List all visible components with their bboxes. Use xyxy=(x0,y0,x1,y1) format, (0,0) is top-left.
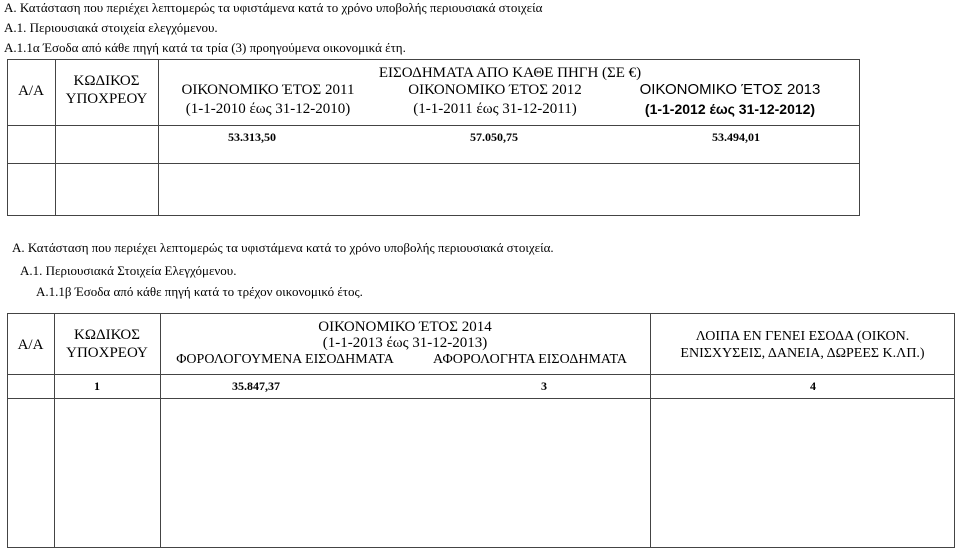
table1-year2-range: (1-1-2011 έως 31-12-2011) xyxy=(413,101,577,117)
table1-value-2011: 53.313,50 xyxy=(228,130,276,144)
table1-year3-range: (1-1-2012 έως 31-12-2012) xyxy=(644,101,816,117)
table1-header-aa: Α/Α xyxy=(18,83,44,99)
table2-cell-other: 4 xyxy=(810,379,816,393)
table1-year1-title: ΟΙΚΟΝΟΜΙΚΟ ΈΤΟΣ 2011 xyxy=(181,82,355,98)
table2-year-title: ΟΙΚΟΝΟΜΙΚΟ ΈΤΟΣ 2014 xyxy=(318,319,492,335)
table2-year-range: (1-1-2013 έως 31-12-2013) xyxy=(322,335,488,351)
table1-header-code-2: ΥΠΟΧΡΕΟΥ xyxy=(65,91,148,107)
table2-taxed-header: ΦΟΡΟΛΟΓΟΥΜΕΝΑ ΕΙΣΟΔΗΜΑΤΑ xyxy=(176,352,394,367)
table1-year1-range: (1-1-2010 έως 31-12-2010) xyxy=(185,101,351,117)
table2-cell-untaxed: 3 xyxy=(541,379,547,393)
table2-cell-aa: 1 xyxy=(94,379,100,393)
section2-line-2: Α.1. Περιουσιακά Στοιχεία Ελεγχόμενου. xyxy=(20,263,237,278)
table1-year2-title: ΟΙΚΟΝΟΜΙΚΟ ΈΤΟΣ 2012 xyxy=(408,82,582,98)
section2-line-3: Α.1.1β Έσοδα από κάθε πηγή κατά το τρέχον οικονομικό έτος. xyxy=(36,284,363,299)
table2-header-aa: Α/Α xyxy=(17,337,44,353)
table1-group-header: ΕΙΣΟΔΗΜΑΤΑ ΑΠΟ ΚΑΘΕ ΠΗΓΗ (ΣΕ €) xyxy=(378,65,642,81)
table2-cell-taxed: 35.847,37 xyxy=(232,379,280,393)
table2-header-code-2: ΥΠΟΧΡΕΟΥ xyxy=(66,345,148,361)
header-line-2: Α.1. Περιουσιακά στοιχεία ελεγχόμενου. xyxy=(4,20,218,35)
table1-header-code-1: ΚΩΔΙΚΟΣ xyxy=(73,73,140,89)
table2-untaxed-header: ΑΦΟΡΟΛΟΓΗΤΑ ΕΙΣΟΔΗΜΑΤΑ xyxy=(432,352,628,367)
table2-header-code-1: ΚΩΔΙΚΟΣ xyxy=(74,327,140,343)
header-line-3: Α.1.1α Έσοδα από κάθε πηγή κατά τα τρία (3) προηγούμενα οικονομικά έτη. xyxy=(4,40,406,55)
header-line-1: Α. Κατάσταση που περιέχει λεπτομερώς τα υφιστάμενα κατά το χρόνο υποβολής περιουσιακά στοιχεία xyxy=(4,0,543,15)
table2-other-header-2: ΕΝΙΣΧΥΣΕΙΣ, ΔΑΝΕΙΑ, ΔΩΡΕΕΣ Κ.ΛΠ.) xyxy=(680,346,925,361)
table2-other-header-1: ΛΟΙΠΑ ΕΝ ΓΕΝΕΙ ΕΣΟΔΑ (ΟΙΚΟΝ. xyxy=(695,329,910,344)
table1-value-2012: 57.050,75 xyxy=(470,130,518,144)
table1-year3-title: ΟΙΚΟΝΟΜΙΚΟ ΈΤΟΣ 2013 xyxy=(639,81,821,98)
table1-value-2013: 53.494,01 xyxy=(712,130,760,144)
section2-line-1: Α. Κατάσταση που περιέχει λεπτομερώς τα υφιστάμενα κατά το χρόνο υποβολής περιουσιακά στοιχεία. xyxy=(12,240,554,255)
